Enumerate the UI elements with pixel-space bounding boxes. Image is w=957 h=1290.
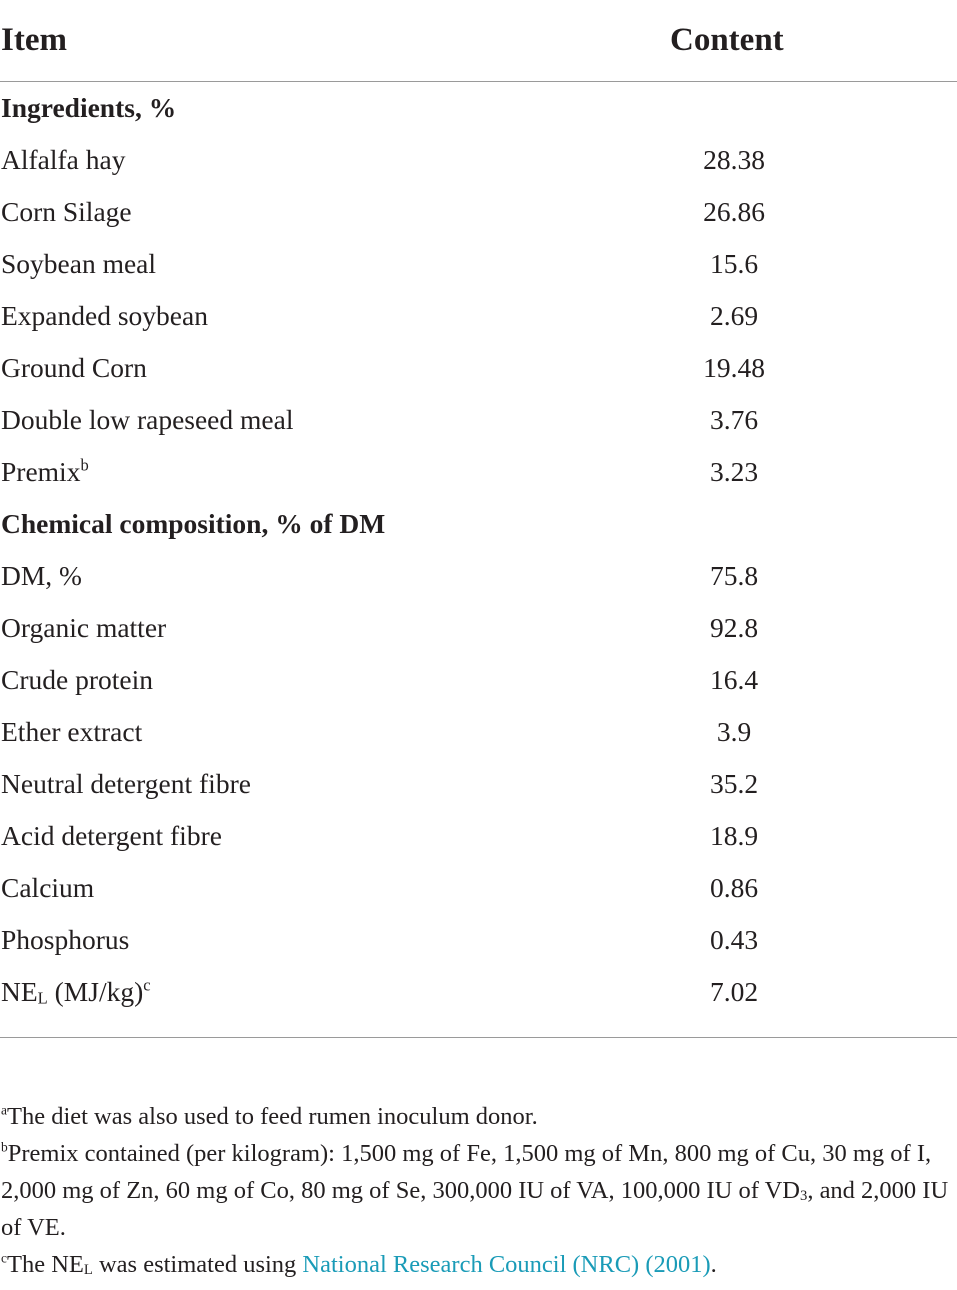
section-title: Ingredients, % xyxy=(1,92,177,123)
table-row xyxy=(0,290,957,342)
section-header-row xyxy=(0,82,957,134)
row-label: Expanded soybean xyxy=(1,300,208,331)
footnote-b: $^b$Premix contained (per kilogram): 1,500 mg of Fe, 1,500 mg of Mn, 800 mg of Cu, 30 mg of I, 2,000 mg of Zn, 60 mg of Co, 80 mg of Se, 300,000 IU of VA, 100,000 IU of $VD_3$, and 2,000 IU of VE. xyxy=(1,1139,949,1241)
row-label: Ether extract xyxy=(1,716,143,747)
table-row xyxy=(0,706,957,758)
table-row xyxy=(0,550,957,602)
footnote-a: $^a$The diet was also used to feed rumen inoculum donor. xyxy=(1,1102,538,1130)
table-row xyxy=(0,602,957,654)
row-value: 16.4 xyxy=(709,664,759,695)
row-label: Crude protein xyxy=(1,664,153,695)
row-label: DM, % xyxy=(1,560,82,591)
row-label: Soybean meal xyxy=(1,248,157,279)
table-row xyxy=(0,134,957,186)
table-row xyxy=(0,186,957,238)
section-title: Chemical composition, % of DM xyxy=(1,508,386,539)
table-row xyxy=(0,758,957,810)
row-value: 19.48 xyxy=(703,352,765,383)
table-row xyxy=(0,810,957,862)
column-header-item: Item xyxy=(1,22,67,58)
footnote-marker: b xyxy=(80,455,89,475)
row-value: 15.6 xyxy=(709,248,759,279)
row-label: Organic matter xyxy=(1,612,167,643)
table-row xyxy=(0,238,957,290)
table-footnotes xyxy=(1,1098,951,1283)
row-label: Neutral detergent fibre xyxy=(1,768,251,799)
row-label: Premix$^b$ xyxy=(1,455,89,487)
row-value: 28.38 xyxy=(703,144,765,175)
row-label: Ground Corn xyxy=(1,352,147,383)
row-label: Phosphorus xyxy=(1,924,130,955)
row-value: 0.86 xyxy=(709,872,759,903)
table-row xyxy=(0,654,957,706)
row-value: 3.9 xyxy=(716,716,752,747)
footnote-c: $^c$The $NE_L$ was estimated using National Research Council (NRC) (2001). xyxy=(1,1250,717,1279)
table-row xyxy=(0,394,957,446)
row-value: 92.8 xyxy=(709,612,759,643)
row-value: 7.02 xyxy=(709,976,759,1007)
row-label: $NE_L$ $(MJ/kg)^c$ xyxy=(1,975,151,1008)
row-label: Corn Silage xyxy=(1,196,132,227)
table-row xyxy=(0,862,957,914)
column-header-content: Content xyxy=(670,22,784,58)
table-bottom-rule xyxy=(0,1037,957,1038)
row-value: 3.23 xyxy=(709,456,759,487)
table-row xyxy=(0,914,957,966)
section-header-row xyxy=(0,498,957,550)
table-row xyxy=(0,342,957,394)
row-value: 2.69 xyxy=(709,300,759,331)
row-label: Calcium xyxy=(1,872,95,903)
nrc-reference-link[interactable]: National Research Council (NRC) (2001) xyxy=(302,1251,711,1278)
row-value: 3.76 xyxy=(709,404,759,435)
row-label: Alfalfa hay xyxy=(1,144,126,175)
row-value: 35.2 xyxy=(709,768,759,799)
table-row xyxy=(0,446,957,498)
row-value: 75.8 xyxy=(709,560,759,591)
row-label: Double low rapeseed meal xyxy=(1,404,294,435)
row-value: 26.86 xyxy=(703,196,765,227)
row-value: 18.9 xyxy=(709,820,759,851)
row-value: 0.43 xyxy=(709,924,759,955)
table-row-nel xyxy=(0,966,957,1018)
row-label: Acid detergent fibre xyxy=(1,820,222,851)
